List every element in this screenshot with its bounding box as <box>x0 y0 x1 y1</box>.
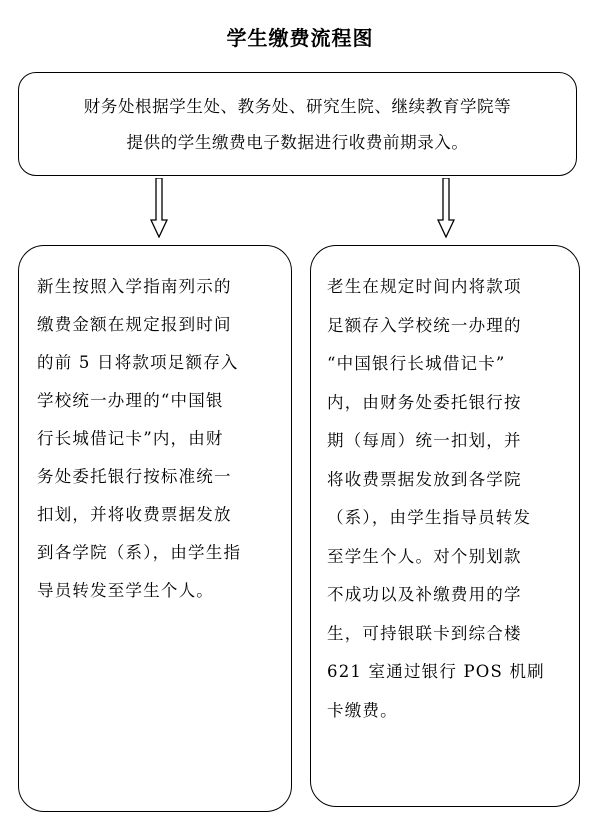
returning-student-line: 老生在规定时间内将款项 <box>327 277 522 296</box>
data-entry-line-2: 提供的学生缴费电子数据进行收费前期录入。 <box>126 133 469 152</box>
returning-student-line: （系），由学生指导员转发 <box>327 508 532 527</box>
returning-student-line: 足额存入学校统一办理的 <box>327 315 522 335</box>
returning-student-box <box>310 245 580 807</box>
new-student-line: 扣划，并将收费票据发放 <box>37 505 232 524</box>
data-entry-line-1: 财务处根据学生处、教务处、研究生院、继续教育学院等 <box>83 97 512 116</box>
returning-student-line: 将收费票据发放到各学院 <box>327 469 522 489</box>
new-student-line: 导员转发至学生个人。 <box>37 581 214 600</box>
new-student-line: 行长城借记卡”内，由财 <box>37 429 224 448</box>
returning-student-line: “中国银行长城借记卡” <box>327 354 506 373</box>
down-arrow-icon-left <box>150 178 168 238</box>
down-arrow-icon-right <box>437 178 455 238</box>
diagram-title: 学生缴费流程图 <box>226 26 374 50</box>
new-student-line: 新生按照入学指南列示的 <box>37 277 232 296</box>
returning-student-line: 期（每周）统一扣划，并 <box>327 431 522 450</box>
new-student-line: 学校统一办理的“中国银 <box>37 391 224 410</box>
returning-student-line: 卡缴费。 <box>327 700 398 720</box>
new-student-line: 到各学院（系），由学生指 <box>37 543 242 562</box>
new-student-line: 缴费金额在规定报到时间 <box>37 315 232 334</box>
returning-student-line: 内，由财务处委托银行按 <box>327 392 522 412</box>
new-student-line: 的前 5 日将款项足额存入 <box>37 353 239 372</box>
returning-student-line: 不成功以及补缴费用的学 <box>327 585 522 604</box>
new-student-line: 务处委托银行按标准统一 <box>37 467 232 486</box>
data-entry-box <box>18 72 577 176</box>
returning-student-line: 621 室通过银行 POS 机刷 <box>327 662 545 681</box>
returning-student-line: 生，可持银联卡到综合楼 <box>327 623 522 643</box>
new-student-box <box>18 245 292 812</box>
returning-student-line: 至学生个人。对个别划款 <box>327 546 522 566</box>
